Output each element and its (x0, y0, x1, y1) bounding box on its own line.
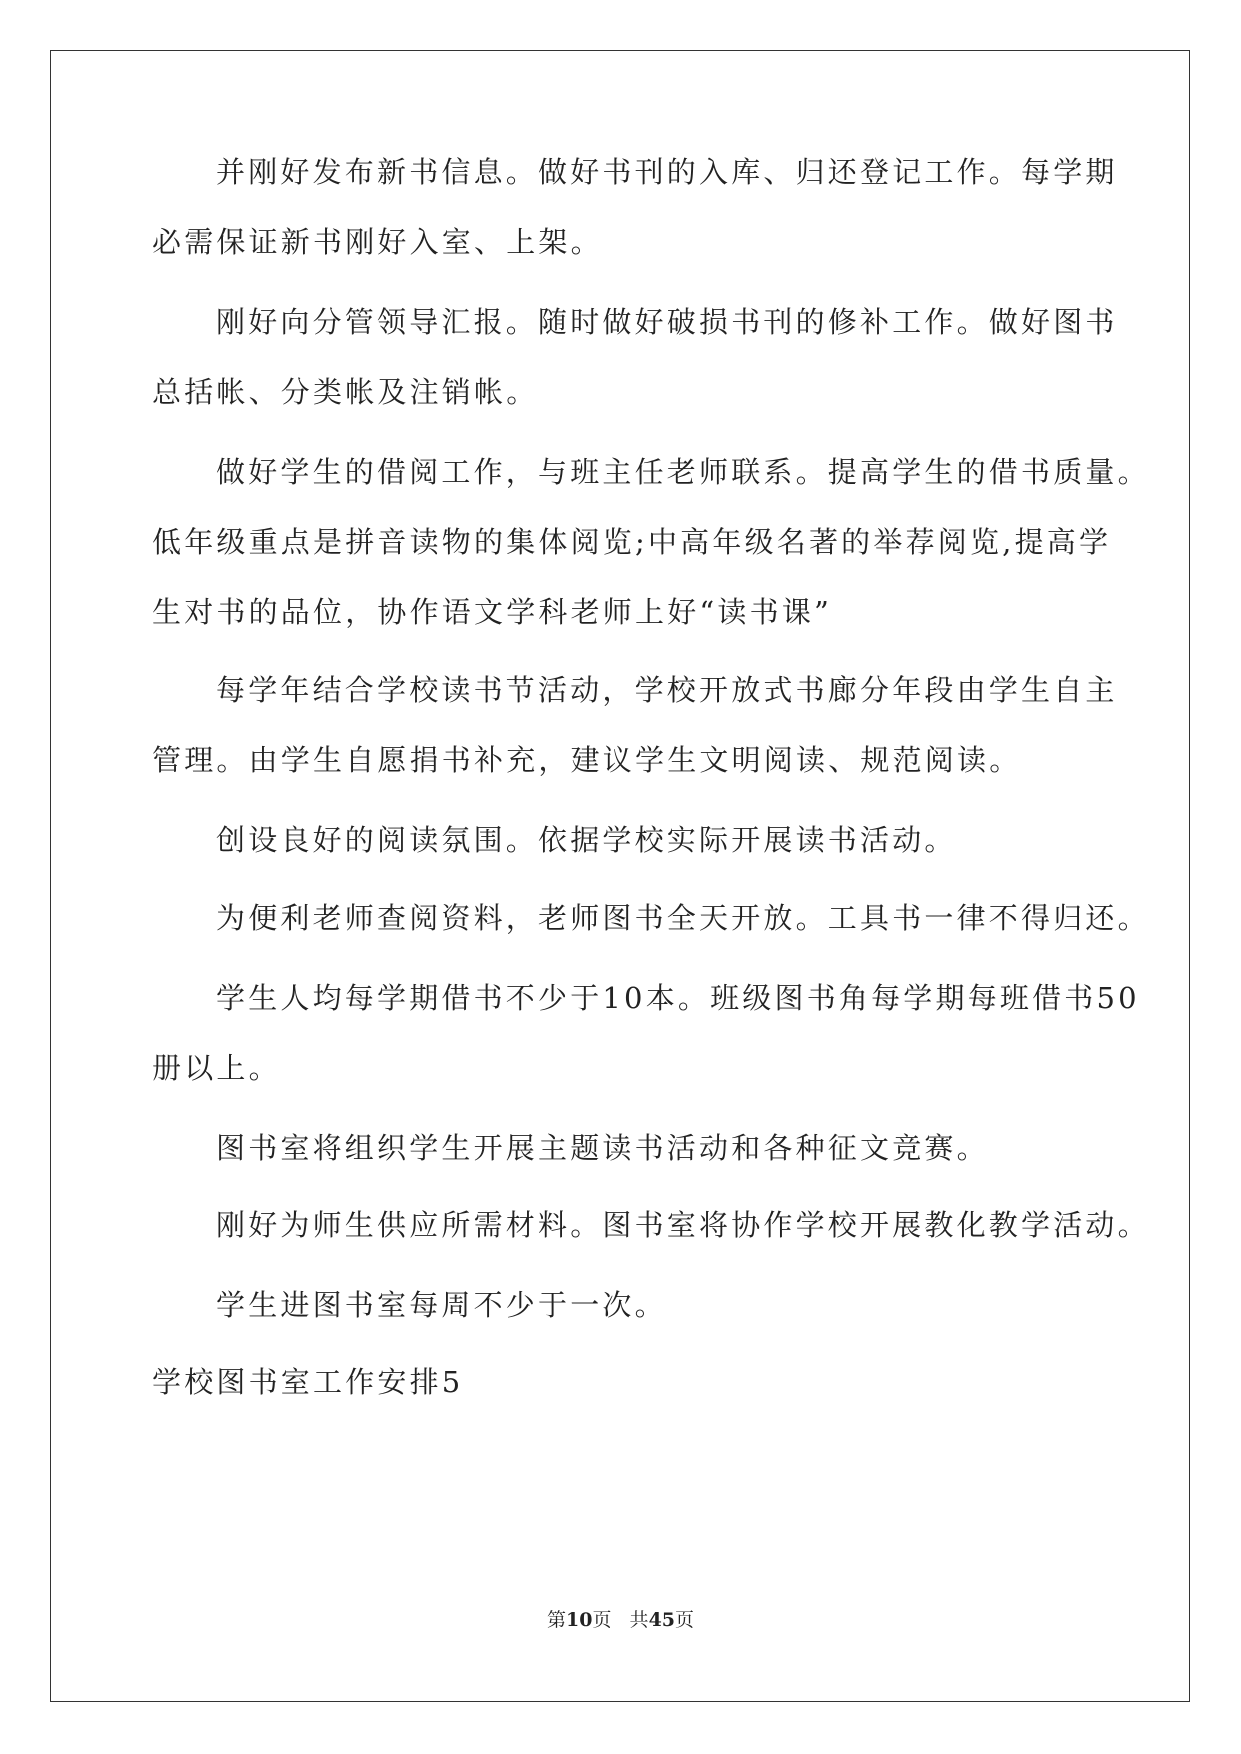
paragraph-line: 并刚好发布新书信息。做好书刊的入库、归还登记工作。每学期 (216, 155, 1118, 189)
paragraph-line: 册以上。 (152, 1051, 281, 1085)
page-border (50, 50, 1190, 1702)
paragraph-line: 每学年结合学校读书节活动，学校开放式书廊分年段由学生自主 (216, 673, 1118, 707)
paragraph-line: 创设良好的阅读氛围。依据学校实际开展读书活动。 (216, 823, 957, 857)
paragraph-line: 刚好为师生供应所需材料。图书室将协作学校开展教化教学活动。 (216, 1208, 1150, 1242)
paragraph-line: 为便利老师查阅资料，老师图书全天开放。工具书一律不得归还。 (216, 901, 1150, 935)
footer-middle: 页 共 (592, 1609, 649, 1631)
current-page-number: 10 (565, 1609, 593, 1631)
page-footer (0, 1605, 1241, 1632)
paragraph-line: 刚好向分管领导汇报。随时做好破损书刊的修补工作。做好图书 (216, 305, 1118, 339)
footer-suffix: 页 (675, 1609, 695, 1631)
paragraph-line: 图书室将组织学生开展主题读书活动和各种征文竞赛。 (216, 1131, 989, 1165)
paragraph-line: 学生人均每学期借书不少于10本。班级图书角每学期每班借书50 (216, 981, 1140, 1015)
paragraph-line: 管理。由学生自愿捐书补充，建议学生文明阅读、规范阅读。 (152, 743, 1022, 777)
total-page-number: 45 (648, 1609, 676, 1631)
paragraph-line: 做好学生的借阅工作，与班主任老师联系。提高学生的借书质量。 (216, 455, 1150, 489)
section-heading: 学校图书室工作安排5 (152, 1365, 464, 1399)
paragraph-line: 学生进图书室每周不少于一次。 (216, 1288, 667, 1322)
footer-prefix: 第 (546, 1609, 566, 1631)
paragraph-line: 总括帐、分类帐及注销帐。 (152, 375, 539, 409)
paragraph-line: 生对书的品位，协作语文学科老师上好“读书课” (152, 595, 833, 629)
paragraph-line: 低年级重点是拼音读物的集体阅览;中高年级名著的举荐阅览,提高学 (152, 525, 1112, 559)
paragraph-line: 必需保证新书刚好入室、上架。 (152, 225, 603, 259)
